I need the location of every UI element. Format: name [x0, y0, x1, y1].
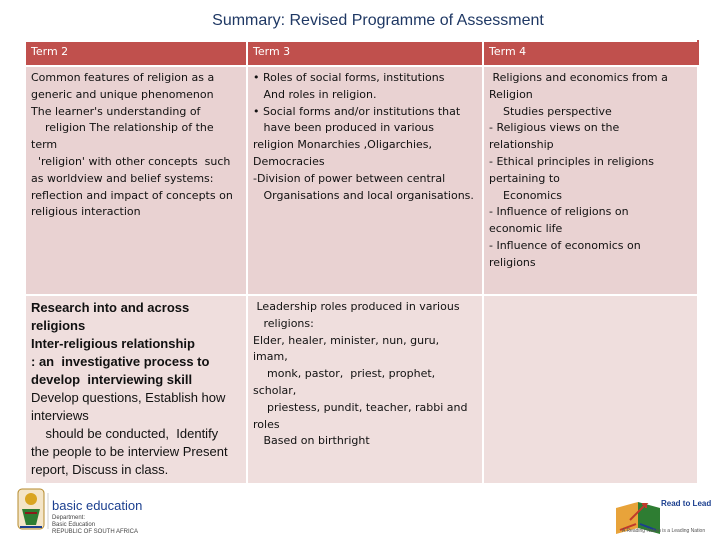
- text-line: generic and unique phenomenon: [31, 87, 214, 101]
- text-line: roles: [253, 417, 280, 431]
- text-line: Inter-religious relationship: [31, 336, 195, 351]
- brand-sub-line: REPUBLIC OF SOUTH AFRICA: [52, 529, 139, 535]
- text-line: Leadership roles produced in various: [253, 300, 460, 313]
- text-line: develop interviewing skill: [31, 372, 193, 387]
- text-line: report, Discuss in class.: [31, 462, 169, 477]
- text-line: have been produced in various: [253, 121, 434, 135]
- text-line: Elder, healer, minister, nun, guru,: [253, 333, 440, 347]
- text-line: Organisations and local organisations.: [253, 188, 474, 202]
- text-line: interviews: [31, 408, 89, 423]
- text-line: religious interaction: [31, 205, 141, 219]
- cell-r1-term3: [247, 66, 483, 295]
- brand-sub-line: Department:: [52, 515, 86, 521]
- page-title: Summary: Revised Programme of Assessment: [212, 12, 544, 29]
- header-term-4: Term 4: [483, 41, 698, 66]
- assessment-table: [24, 40, 699, 485]
- text-line: Based on birthright: [253, 434, 370, 448]
- text-line: - Influence of religions on: [489, 205, 629, 219]
- text-line: Religion: [489, 87, 533, 101]
- text-line: religions:: [253, 316, 314, 330]
- cell-r2-term2: [25, 295, 247, 484]
- cell-r2-term4: [483, 295, 698, 484]
- text-line: Religions and economics from a: [489, 71, 668, 84]
- text-line: term: [31, 138, 58, 152]
- text-line: as worldview and belief systems:: [31, 171, 214, 185]
- text-line: Common features of religion as a: [31, 71, 215, 84]
- text-line: The learner's understanding of: [31, 104, 201, 118]
- table-row: [25, 295, 698, 484]
- text-line: And roles in religion.: [253, 87, 377, 101]
- text-line: religions: [31, 318, 86, 333]
- text-line: relationship: [489, 138, 554, 152]
- text-line: monk, pastor, priest, prophet,: [253, 367, 436, 381]
- text-line: religions: [489, 255, 536, 269]
- text-line: should be conducted, Identify: [31, 426, 219, 441]
- header-term-3: Term 3: [247, 41, 483, 66]
- text-line: religion Monarchies ,Oligarchies,: [253, 138, 433, 152]
- text-line: religion The relationship of the: [31, 121, 214, 135]
- text-line: scholar,: [253, 383, 297, 397]
- cell-r1-term2: [25, 66, 247, 295]
- text-line: - Religious views on the: [489, 121, 620, 135]
- table-row: [25, 66, 698, 295]
- text-line: imam,: [253, 350, 288, 364]
- text-line: Develop questions, Establish how: [31, 390, 226, 405]
- read-to-lead-tagline: A Reading Nation is a Leading Nation: [622, 528, 706, 534]
- text-line: pertaining to: [489, 171, 560, 185]
- text-line: • Roles of social forms, institutions: [253, 71, 445, 84]
- header-row: [25, 41, 698, 66]
- text-line: : an investigative process to: [31, 354, 210, 369]
- text-line: - Influence of economics on: [489, 238, 641, 252]
- brand-sub-line: Basic Education: [52, 522, 96, 528]
- text-line: Democracies: [253, 154, 325, 168]
- text-line: economic life: [489, 222, 563, 236]
- text-line: Research into and across: [31, 300, 190, 315]
- text-line: Economics: [489, 188, 562, 202]
- text-line: 'religion' with other concepts such: [31, 154, 231, 168]
- brand-name: basic education: [52, 498, 143, 513]
- text-line: -Division of power between central: [253, 171, 446, 185]
- text-line: Studies perspective: [489, 104, 612, 118]
- text-line: - Ethical principles in religions: [489, 154, 654, 168]
- text-line: • Social forms and/or institutions that: [253, 104, 461, 118]
- cell-r1-term4: [483, 66, 698, 295]
- text-line: priestess, pundit, teacher, rabbi and: [253, 400, 468, 414]
- brand-sub: [52, 515, 138, 536]
- text-line: reflection and impact of concepts on: [31, 188, 233, 202]
- header-term-2: Term 2: [25, 41, 247, 66]
- read-to-lead-title: Read to Lead: [661, 499, 712, 508]
- cell-r2-term3: [247, 295, 483, 484]
- text-line: the people to be interview Present: [31, 444, 228, 459]
